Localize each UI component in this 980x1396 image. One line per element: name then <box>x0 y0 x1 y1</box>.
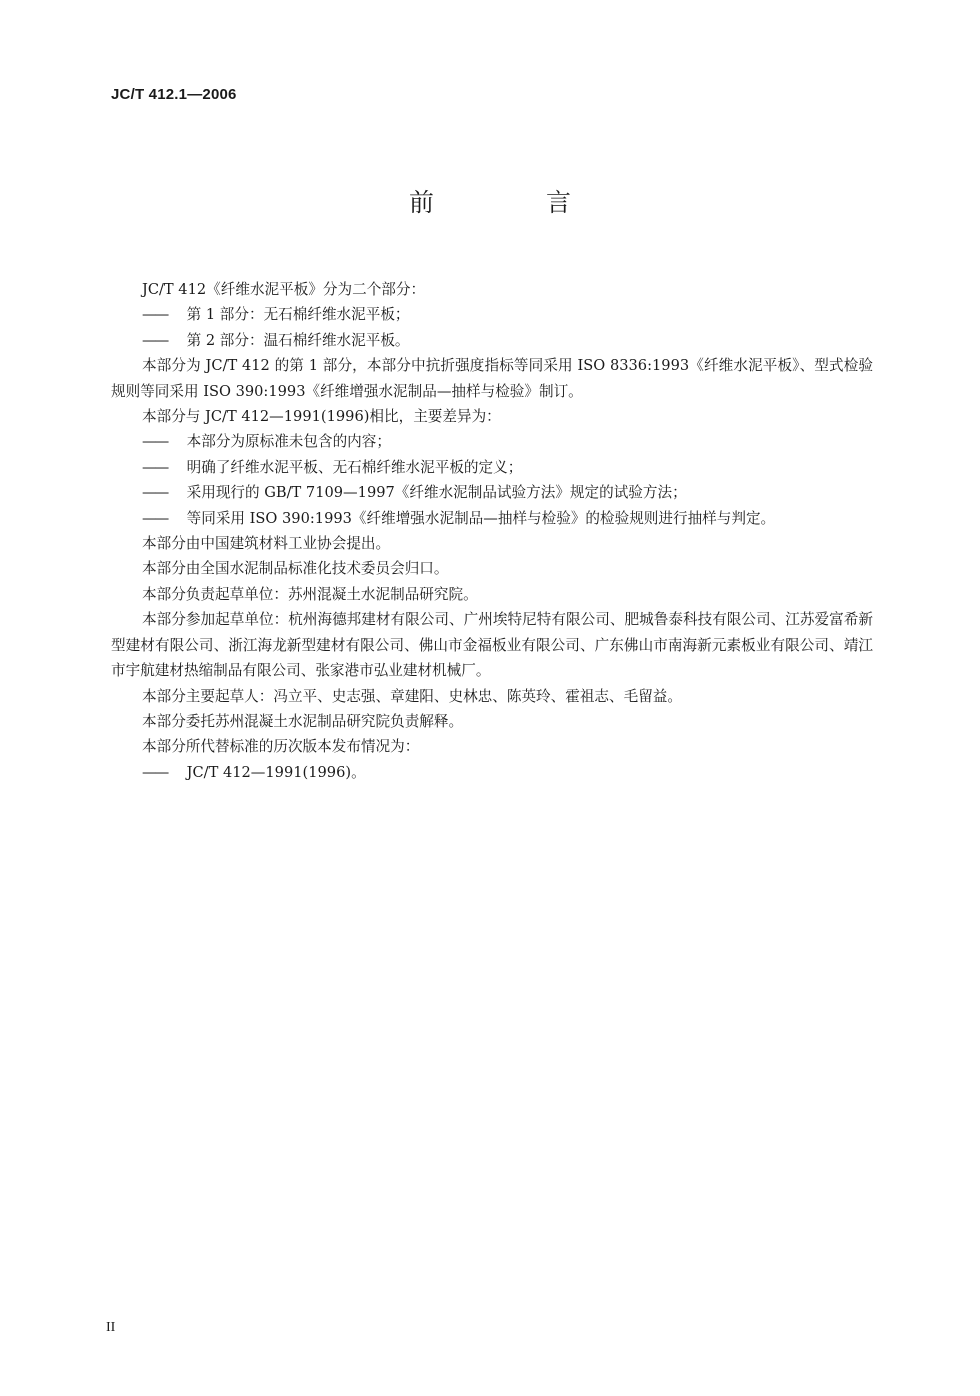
page-title: 前 言 <box>409 188 623 217</box>
intro-paragraph: JC/T 412《纤维水泥平板》分为二个部分： <box>142 281 426 298</box>
history-paragraph: 本部分所代替标准的历次版本发布情况为： <box>142 738 420 756</box>
dash-bullet: —— <box>142 331 168 349</box>
difference-text: 采用现行的 GB/T 7109—1997《纤维水泥制品试验方法》规定的试验方法； <box>186 484 687 502</box>
history-text: JC/T 412—1991(1996)。 <box>186 763 366 781</box>
difference-item <box>111 480 873 505</box>
difference-item <box>111 455 873 480</box>
centralized-by-paragraph: 本部分由全国水泥制品标准化技术委员会归口。 <box>142 560 449 578</box>
dash-bullet: —— <box>142 458 168 476</box>
participants-paragraph: 本部分参加起草单位：杭州海德邦建材有限公司、广州埃特尼特有限公司、肥城鲁泰科技有限公司、江苏爱富希新型建材有限公司、浙江海龙新型建材有限公司、佛山市金福板业有限公司、广东佛山市南海新元素板业有限公司、靖江市宇航建材热缩制品有限公司、张家港市弘业建材机械厂。 <box>111 611 873 680</box>
proposed-by-paragraph: 本部分由中国建筑材料工业协会提出。 <box>142 535 391 553</box>
part-item <box>111 328 873 353</box>
history-item <box>111 760 873 785</box>
difference-text: 明确了纤维水泥平板、无石棉纤维水泥平板的定义； <box>186 458 523 476</box>
difference-item <box>111 429 873 454</box>
adoption-paragraph: 本部分为 JC/T 412 的第 1 部分，本部分中抗折强度指标等同采用 ISO 8336:1993《纤维水泥平板》、型式检验规则等同采用 ISO 390:1993《纤维增强水泥制品—抽样与检验》制订。 <box>111 357 873 400</box>
difference-item <box>111 506 873 531</box>
dash-bullet: —— <box>142 433 168 451</box>
document-body <box>111 277 873 785</box>
difference-text: 等同采用 ISO 390:1993《纤维增强水泥制品—抽样与检验》的检验规则进行抽样与判定。 <box>186 509 776 527</box>
comparison-paragraph: 本部分与 JC/T 412—1991(1996)相比，主要差异为： <box>142 408 501 426</box>
standard-code: JC/T 412.1—2006 <box>111 86 237 103</box>
drafter-paragraph: 本部分负责起草单位：苏州混凝土水泥制品研究院。 <box>142 585 478 603</box>
part-text: 第 1 部分：无石棉纤维水泥平板； <box>186 306 410 324</box>
part-text: 第 2 部分：温石棉纤维水泥平板。 <box>186 331 410 349</box>
dash-bullet: —— <box>142 763 168 781</box>
authors-paragraph: 本部分主要起草人：冯立平、史志强、章建阳、史林忠、陈英玲、霍祖志、毛留益。 <box>142 687 682 705</box>
page-number: II <box>106 1320 116 1335</box>
interpretation-paragraph: 本部分委托苏州混凝土水泥制品研究院负责解释。 <box>142 712 464 730</box>
dash-bullet: —— <box>142 306 168 324</box>
dash-bullet: —— <box>142 509 168 527</box>
dash-bullet: —— <box>142 484 168 502</box>
part-item <box>111 302 873 327</box>
difference-text: 本部分为原标准未包含的内容； <box>186 433 391 451</box>
